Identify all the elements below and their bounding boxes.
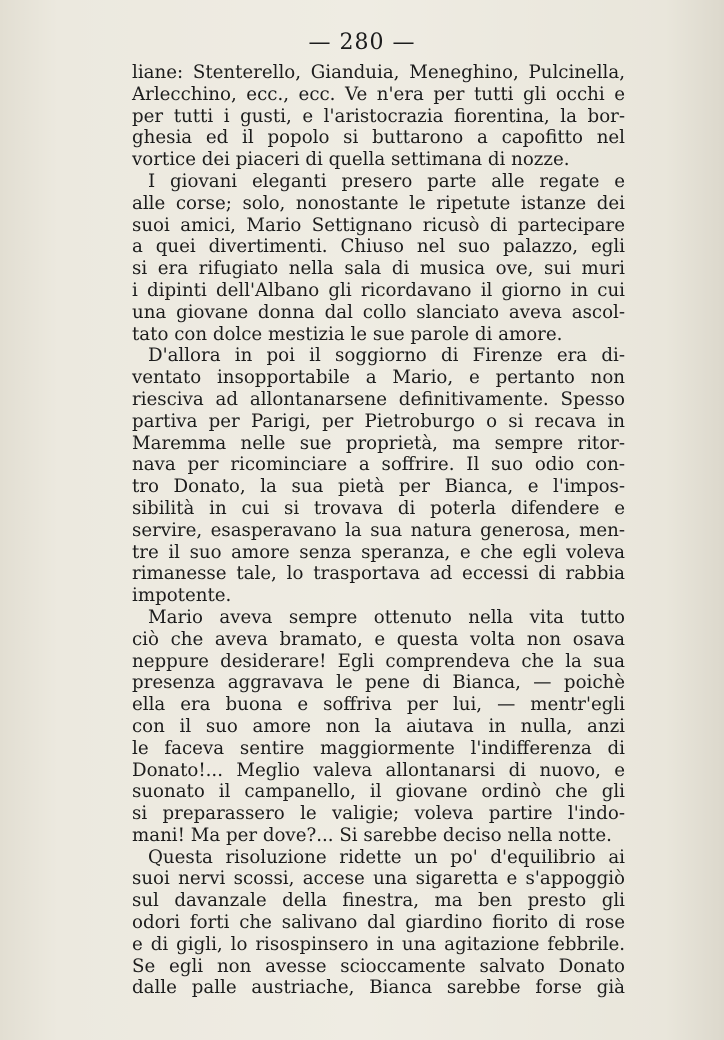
text-line: con il suo amore non la aiutava in nulla, anzi (132, 715, 625, 737)
text-line: I giovani eleganti presero parte alle regate e (148, 170, 625, 192)
text-line: Donato!... Meglio valeva allontanarsi di nuovo, e (132, 759, 625, 781)
page-number: — 280 — (308, 30, 416, 55)
text-line: partiva per Parigi, per Pietroburgo o si recava in (132, 410, 625, 432)
text-line: una giovane donna dal collo slanciato aveva ascol- (132, 301, 625, 323)
text-line: dalle palle austriache, Bianca sarebbe forse già (132, 977, 625, 999)
text-line: i dipinti dell'Albano gli ricordavano il giorno in cui (132, 279, 625, 301)
text-line: tre il suo amore senza speranza, e che egli voleva (132, 541, 625, 563)
text-line: ciò che aveva bramato, e questa volta non osava (132, 628, 625, 650)
text-line: le faceva sentire maggiormente l'indifferenza di (132, 737, 625, 759)
text-line: vortice dei piaceri di quella settimana di nozze. (132, 149, 570, 171)
text-line: suoi nervi scossi, accese una sigaretta e s'appoggiò (132, 868, 625, 890)
text-line: Questa risoluzione ridette un po' d'equilibrio ai (148, 846, 625, 868)
text-line: odori forti che salivano dal giardino fiorito di rose (132, 912, 625, 934)
text-line: ghesia ed il popolo si buttarono a capofitto nel (132, 127, 625, 149)
text-line: sibilità in cui si trovava di poterla difendere e (132, 497, 625, 519)
text-line: mani! Ma per dove?... Si sarebbe deciso nella notte. (132, 824, 612, 846)
text-line: D'allora in poi il soggiorno di Firenze era di- (148, 345, 625, 367)
text-line: nava per ricominciare a soffrire. Il suo odio con- (132, 454, 625, 476)
text-line: rimanesse tale, lo trasportava ad eccessi di rabbia (132, 563, 625, 585)
text-line: e di gigli, lo risospinsero in una agitazione febbrile. (132, 933, 625, 955)
text-line: per tutti i gusti, e l'aristocrazia fiorentina, la bor- (132, 105, 625, 127)
text-line: presenza aggravava le pene di Bianca, — poichè (132, 672, 625, 694)
text-line: Se egli non avesse scioccamente salvato Donato (132, 955, 625, 977)
text-line: liane: Stenterello, Gianduia, Meneghino, Pulcinella, (132, 62, 625, 83)
text-line: neppure desiderare! Egli comprendeva che la sua (132, 650, 625, 672)
text-line: a quei divertimenti. Chiuso nel suo palazzo, egli (132, 236, 625, 258)
text-line: ella era buona e soffriva per lui, — mentr'egli (132, 694, 625, 716)
text-line: tato con dolce mestizia le sue parole di amore. (132, 323, 563, 345)
text-line: impotente. (132, 585, 232, 607)
text-line: Maremma nelle sue proprietà, ma sempre ritor- (132, 432, 625, 454)
text-line: tro Donato, la sua pietà per Bianca, e l'impos- (132, 476, 625, 498)
text-line: alle corse; solo, nonostante le ripetute istanze dei (132, 192, 625, 214)
text-line: ventato insopportabile a Mario, e pertanto non (132, 367, 625, 389)
text-line: servire, esasperavano la sua natura generosa, men- (132, 519, 625, 541)
text-line: suonato il campanello, il giovane ordinò che gli (132, 781, 625, 803)
text-line: riesciva ad allontanarsene definitivamente. Spesso (132, 388, 625, 410)
body-text (132, 62, 625, 999)
text-line: si era rifugiato nella sala di musica ove, sui muri (132, 258, 625, 280)
text-line: sul davanzale della finestra, ma ben presto gli (132, 890, 625, 912)
text-line: suoi amici, Mario Settignano ricusò di partecipare (132, 214, 625, 236)
text-line: Mario aveva sempre ottenuto nella vita tutto (148, 606, 625, 628)
text-line: si preparassero le valigie; voleva partire l'indo- (132, 803, 625, 825)
text-line: Arlecchino, ecc., ecc. Ve n'era per tutti gli occhi e (132, 83, 625, 105)
